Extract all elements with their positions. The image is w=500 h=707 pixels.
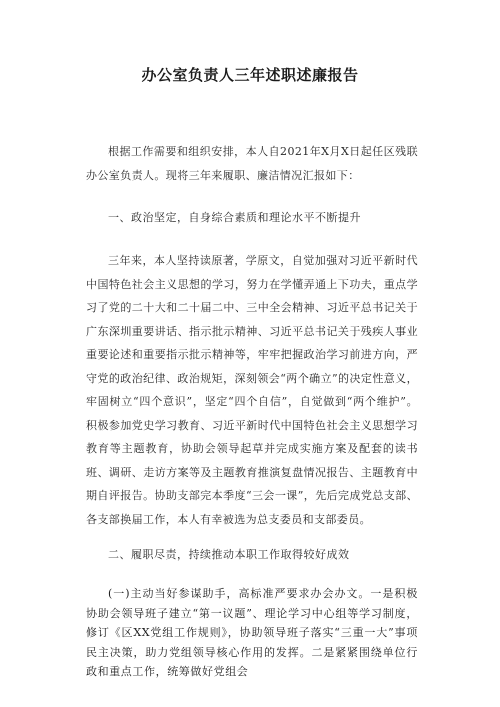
section-1-heading: 一、政治坚定，自身综合素质和理论水平不断提升 — [108, 211, 361, 224]
section-1-paragraph: 三年来，本人坚持读原著，学原文，自觉加强对习近平新时代中国特色社会主义思想的学习，努力在学懂弄通上下功夫，重点学习了党的二十大和二十届二中、三中全会精神、习近平总书记关于广东深圳重要讲话、指示批示精神、习近平总书记关于残疾人事业重要论述和重要指示批示精神等，牢牢把握政治学习前进方向，严守党的政治纪律、政治规矩，深刻领会“两个确立”的决定性意义，牢固树立“四个意识”，坚定“四个自信”，自觉做到“两个维护”。积极参加党史学习教育、习近平新时代中国特色社会主义思想学习教育等主题教育，协助会领导起草并完成实施方案及配套的读书班、调研、走访方案等及主题教育推演复盘情况报告、主题教育中期自评报告。协助支部完本季度“三会一课”，先后完成党总支部、各支部换届工作，本人有幸被选为总支委员和支部委员。 — [86, 254, 418, 526]
section-2-paragraph: (一)主动当好参谋助手，高标准严要求办会办文。一是积极协助会领导班子建立“第一议题”、理论学习中心组等学习制度，修订《区XX党组工作规则》，协助领导班子落实“三重一大”事项民主决策，助力党组领导核心作用的发挥。二是紧紧围绕单位行政和重点工作，统筹做好党组会 — [86, 587, 418, 678]
section-2-heading: 二、履职尽责，持续推动本职工作取得较好成效 — [108, 548, 350, 561]
intro-paragraph: 根据工作需要和组织安排，本人自2021年X月X日起任区残联办公室负责人。现将三年来履职、廉洁情况汇报如下： — [86, 145, 418, 182]
document-title: 办公室负责人三年述职述廉报告 — [141, 66, 359, 84]
